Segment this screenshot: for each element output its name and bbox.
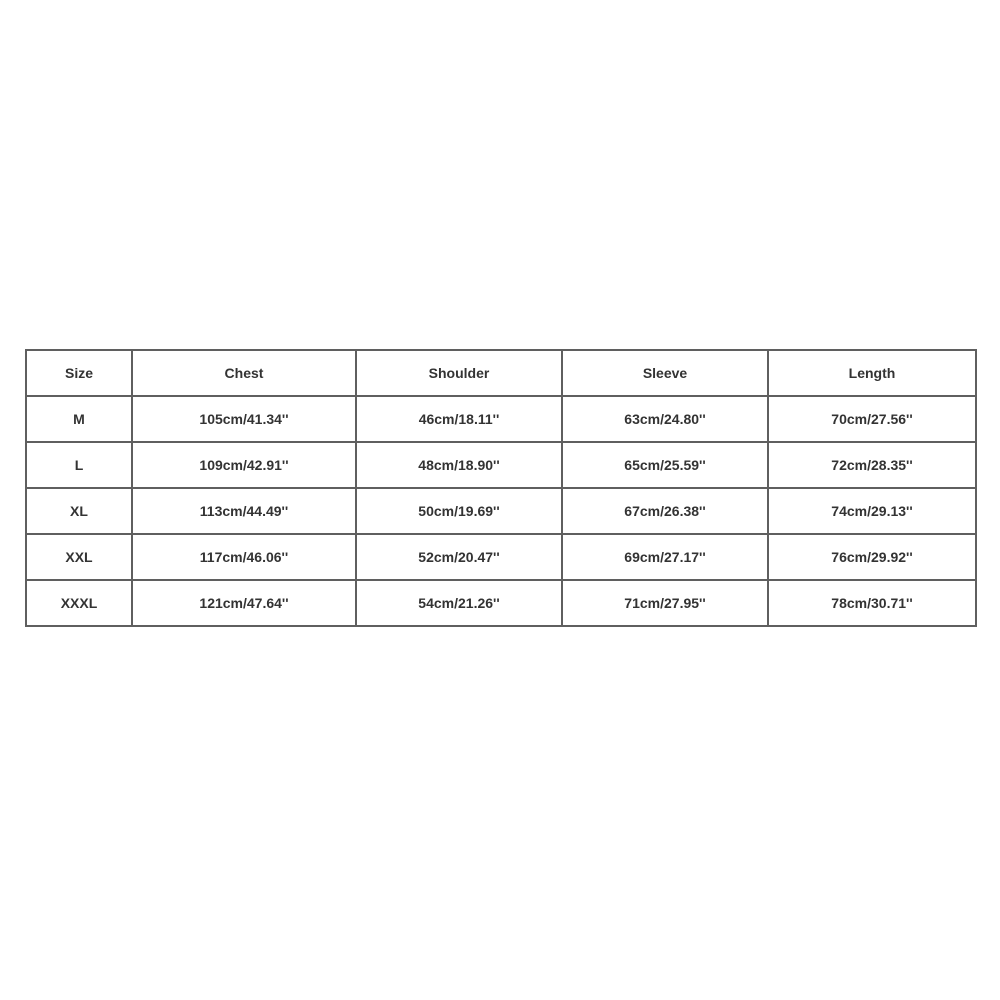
sleeve-cell: 67cm/26.38'' <box>562 488 768 534</box>
size-chart-table <box>25 349 977 627</box>
size-cell: M <box>26 396 132 442</box>
size-cell: XXXL <box>26 580 132 626</box>
chest-cell: 105cm/41.34'' <box>132 396 356 442</box>
shoulder-cell: 50cm/19.69'' <box>356 488 562 534</box>
chest-cell: 113cm/44.49'' <box>132 488 356 534</box>
table-row <box>26 580 976 626</box>
shoulder-cell: 48cm/18.90'' <box>356 442 562 488</box>
sleeve-cell: 63cm/24.80'' <box>562 396 768 442</box>
length-cell: 76cm/29.92'' <box>768 534 976 580</box>
size-cell: XXL <box>26 534 132 580</box>
size-cell: L <box>26 442 132 488</box>
chest-cell: 109cm/42.91'' <box>132 442 356 488</box>
length-cell: 78cm/30.71'' <box>768 580 976 626</box>
header-sleeve: Sleeve <box>562 350 768 396</box>
table-row <box>26 396 976 442</box>
sleeve-cell: 71cm/27.95'' <box>562 580 768 626</box>
header-shoulder: Shoulder <box>356 350 562 396</box>
length-cell: 72cm/28.35'' <box>768 442 976 488</box>
chest-cell: 117cm/46.06'' <box>132 534 356 580</box>
table-row <box>26 488 976 534</box>
chest-cell: 121cm/47.64'' <box>132 580 356 626</box>
shoulder-cell: 54cm/21.26'' <box>356 580 562 626</box>
sleeve-cell: 65cm/25.59'' <box>562 442 768 488</box>
length-cell: 74cm/29.13'' <box>768 488 976 534</box>
header-size: Size <box>26 350 132 396</box>
header-chest: Chest <box>132 350 356 396</box>
size-cell: XL <box>26 488 132 534</box>
length-cell: 70cm/27.56'' <box>768 396 976 442</box>
sleeve-cell: 69cm/27.17'' <box>562 534 768 580</box>
table-row <box>26 442 976 488</box>
header-length: Length <box>768 350 976 396</box>
table-row <box>26 534 976 580</box>
shoulder-cell: 46cm/18.11'' <box>356 396 562 442</box>
shoulder-cell: 52cm/20.47'' <box>356 534 562 580</box>
header-row <box>26 350 976 396</box>
